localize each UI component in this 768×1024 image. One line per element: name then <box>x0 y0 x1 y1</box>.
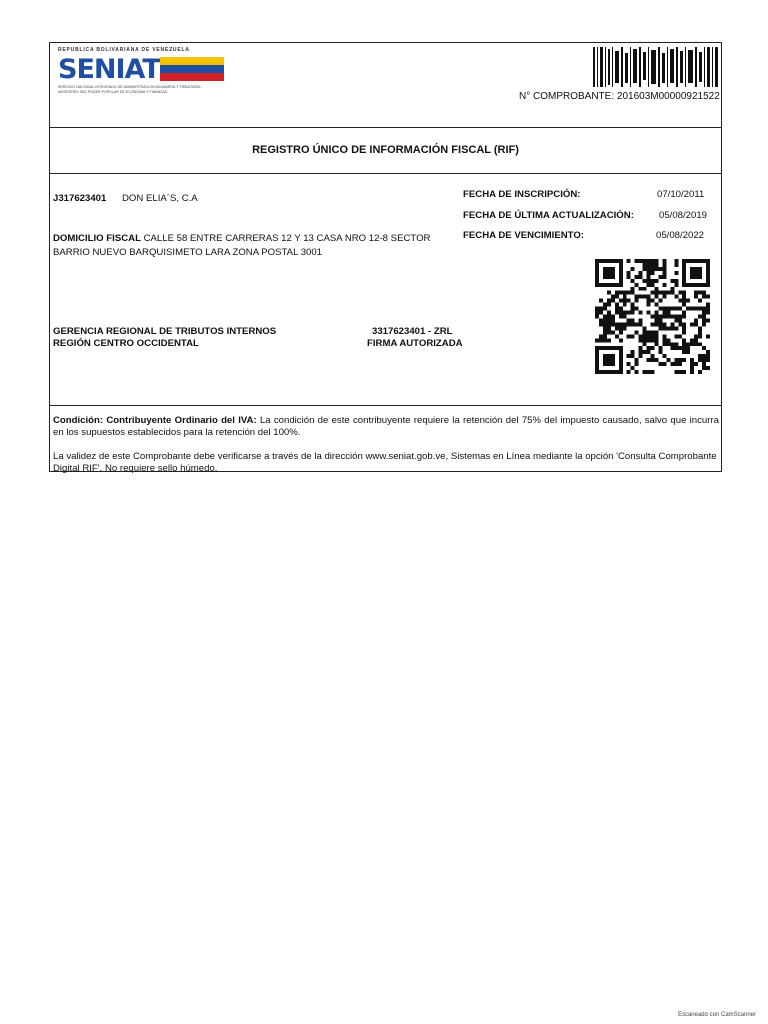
inscripcion-value: 07/10/2011 <box>657 189 705 200</box>
seniat-logo <box>56 47 226 103</box>
vencimiento-label: FECHA DE VENCIMIENTO: <box>463 230 584 241</box>
venezuela-flag-icon <box>160 57 224 81</box>
actualizacion-value: 05/08/2019 <box>659 210 708 221</box>
rif-number: J317623401 <box>53 193 107 204</box>
divider <box>50 173 721 174</box>
condicion-paragraph: Condición: Contribuyente Ordinario del IVA: La condición de este contribuyente requiere la retención del 75% del impuesto causado, salvo que incurra en los supuestos establecidos para la retención del 100%. <box>53 415 719 438</box>
domicilio-line-1: DOMICILIO FISCAL CALLE 58 ENTRE CARRERAS 12 Y 13 CASA NRO 12-8 SECTOR <box>53 233 431 244</box>
page-title: REGISTRO ÚNICO DE INFORMACIÓN FISCAL (RIF) <box>252 144 519 156</box>
actualizacion-label: FECHA DE ÚLTIMA ACTUALIZACIÓN: <box>463 210 634 221</box>
firma-label: FIRMA AUTORIZADA <box>367 338 463 349</box>
barcode-icon <box>593 47 719 87</box>
gerencia-line-2: REGIÓN CENTRO OCCIDENTAL <box>53 338 199 349</box>
inscripcion-label: FECHA DE INSCRIPCIÓN: <box>463 189 581 200</box>
logo-subtitle: SERVICIO NACIONAL INTEGRADO DE ADMINISTRACION ADUANERA Y TRIBUTARIA MINISTERIO DEL PODER POPULAR DE ECONOMIA Y FINANZAS <box>58 85 201 94</box>
domicilio-line-2: BARRIO NUEVO BARQUISIMETO LARA ZONA POSTAL 3001 <box>53 247 323 258</box>
firma-code: 3317623401 - ZRL <box>372 326 453 337</box>
divider <box>50 405 721 406</box>
rif-document <box>49 42 722 472</box>
logo-top-text: REPUBLICA BOLIVARIANA DE VENEZUELA <box>58 47 190 53</box>
qr-code-icon <box>595 259 710 374</box>
logo-word: SENIAT <box>58 54 160 85</box>
divider <box>50 127 721 128</box>
taxpayer-name: DON ELIA´S, C.A <box>122 193 198 204</box>
validez-paragraph: La validez de este Comprobante debe verificarse a través de la dirección www.seniat.gob.ve, Sistemas en Línea mediante la opción 'Consulta Comprobante Digital RIF'. No requiere sello húmedo. <box>53 451 717 474</box>
comprobante-number: N° COMPROBANTE: 201603M00000921522 <box>519 91 720 102</box>
vencimiento-value: 05/08/2022 <box>656 230 705 241</box>
camscanner-watermark: Escaneado con CamScanner <box>677 1012 756 1018</box>
gerencia-line-1: GERENCIA REGIONAL DE TRIBUTOS INTERNOS <box>53 326 277 337</box>
